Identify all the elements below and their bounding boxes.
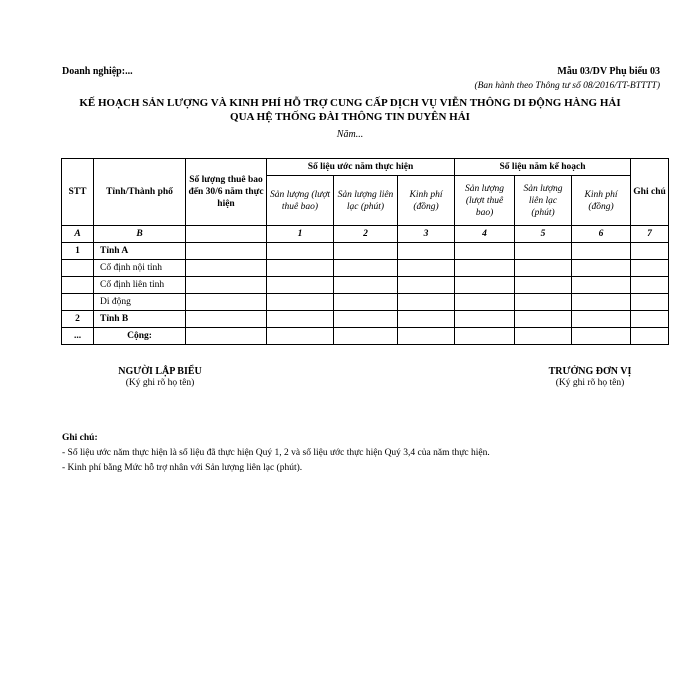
signature-preparer-title: NGƯỜI LẬP BIỂU: [118, 366, 202, 377]
table-row: [62, 277, 669, 294]
signature-preparer-sub: (Ký ghi rõ họ tên): [125, 378, 195, 388]
row-name: Cộng:: [94, 328, 186, 345]
row-stt: 2: [62, 311, 94, 328]
row-stt: [62, 294, 94, 311]
index-row: [62, 226, 669, 243]
note-item: - Kinh phí bằng Mức hỗ trợ nhân với Sản lượng liên lạc (phút).: [62, 463, 303, 473]
signature-head: [490, 366, 690, 388]
header-plan-contact: Sản lượng liên lạc (phút): [515, 176, 572, 226]
index-cell: B: [94, 226, 186, 243]
index-cell: 2: [334, 226, 398, 243]
index-cell: [186, 226, 267, 243]
row-stt: ...: [62, 328, 94, 345]
row-name: Tỉnh A: [94, 243, 186, 260]
document-title: [0, 96, 700, 124]
index-cell: 5: [515, 226, 572, 243]
signature-preparer: [60, 366, 260, 388]
table-row: [62, 260, 669, 277]
header-estimate-group: Số liệu ước năm thực hiện: [267, 159, 455, 176]
header-estimate-contact: Sản lượng liên lạc (phút): [334, 176, 398, 226]
index-cell: 1: [267, 226, 334, 243]
row-name: Tỉnh B: [94, 311, 186, 328]
index-cell: 3: [398, 226, 455, 243]
title-line-2: QUA HỆ THỐNG ĐÀI THÔNG TIN DUYÊN HẢI: [230, 111, 470, 123]
header-note: Ghi chú: [631, 159, 669, 226]
row-name: Cố định nội tỉnh: [94, 260, 186, 277]
index-cell: 4: [455, 226, 515, 243]
table-row: [62, 243, 669, 260]
note-item: - Số liệu ước năm thực hiện là số liệu đã thực hiện Quý 1, 2 và số liệu ước thực hiện Quý 3,4 của năm thực hiện.: [62, 448, 490, 458]
row-name: Cố định liên tỉnh: [94, 277, 186, 294]
row-stt: [62, 277, 94, 294]
signature-head-sub: (Ký ghi rõ họ tên): [555, 378, 625, 388]
notes-heading: Ghi chú:: [62, 433, 98, 443]
title-line-1: KẾ HOẠCH SẢN LƯỢNG VÀ KINH PHÍ HỖ TRỢ CUNG CẤP DỊCH VỤ VIỄN THÔNG DI ĐỘNG HÀNG HẢI: [79, 97, 621, 109]
row-name: Di động: [94, 294, 186, 311]
header-province: Tỉnh/Thành phố: [94, 159, 186, 226]
company-label: Doanh nghiệp:...: [62, 66, 133, 77]
form-code: Mẫu 03/DV Phụ biểu 03: [557, 66, 660, 77]
index-cell: A: [62, 226, 94, 243]
table-row: [62, 294, 669, 311]
total-row: [62, 328, 669, 345]
year-label: Năm...: [336, 129, 364, 140]
plan-table: [61, 158, 669, 345]
index-cell: 7: [631, 226, 669, 243]
header-plan-cost: Kinh phí (đồng): [572, 176, 631, 226]
header-plan-output: Sản lượng (lượt thuê bao): [455, 176, 515, 226]
header-stt: STT: [62, 159, 94, 226]
header-subscribers: Số lượng thuê bao đến 30/6 năm thực hiện: [186, 159, 267, 226]
header-plan-group: Số liệu năm kế hoạch: [455, 159, 631, 176]
notes: [62, 431, 490, 476]
table-row: [62, 311, 669, 328]
header-estimate-cost: Kinh phí (đồng): [398, 176, 455, 226]
index-cell: 6: [572, 226, 631, 243]
header-estimate-output: Sản lượng (lượt thuê bao): [267, 176, 334, 226]
row-stt: [62, 260, 94, 277]
row-stt: 1: [62, 243, 94, 260]
signature-head-title: TRƯỞNG ĐƠN VỊ: [548, 366, 632, 377]
issued-by: (Ban hành theo Thông tư số 08/2016/TT-BTTTT): [474, 81, 660, 91]
